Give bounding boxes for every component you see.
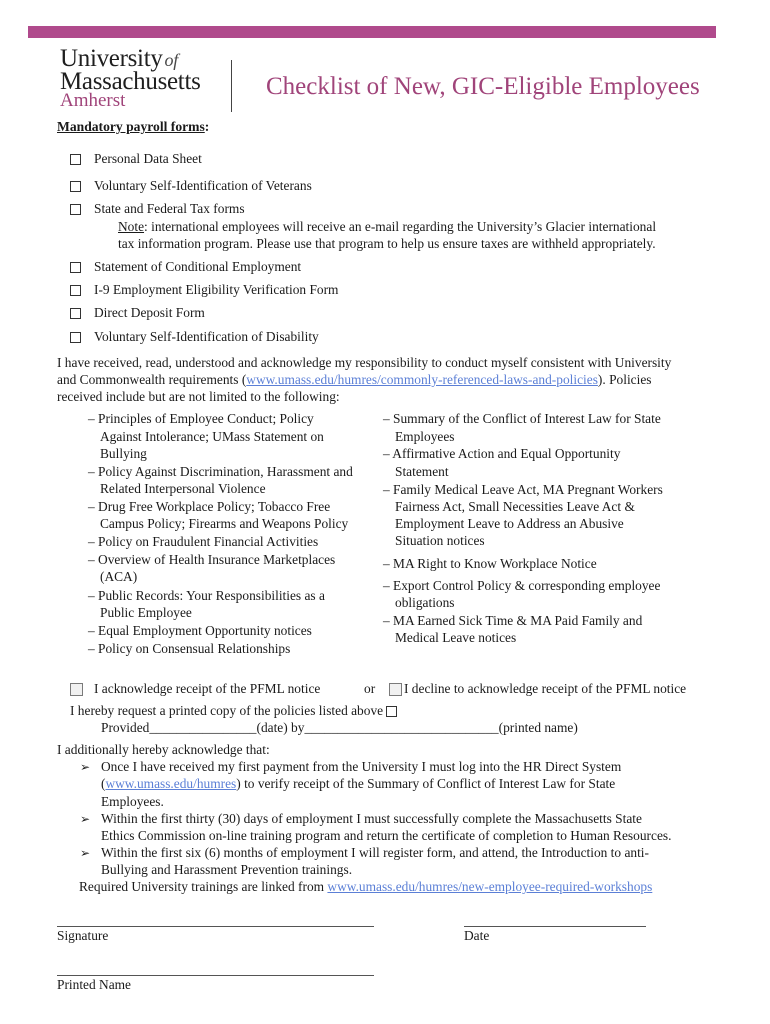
policy-left-item: – Public Records: Your Responsibilities as a: [88, 588, 325, 603]
required-trainings: Required University trainings are linked from www.umass.edu/humres/new-employee-required-workshops: [79, 879, 653, 894]
tax-note: Note: international employees will receive an e-mail regarding the University’s Glacier international: [118, 219, 657, 234]
policy-right-item: – MA Right to Know Workplace Notice: [383, 556, 597, 571]
arrow-bullet-icon: ➢: [80, 760, 91, 774]
pfml-accept-option: [70, 681, 320, 697]
page-title: Checklist of New, GIC-Eligible Employees: [266, 73, 700, 100]
checklist-label: Voluntary Self-Identification of Disability: [94, 329, 319, 344]
checklist-label: Statement of Conditional Employment: [94, 259, 302, 274]
policy-right-item: Statement: [395, 464, 449, 479]
header-accent-bar: [28, 26, 716, 38]
policy-left-item: – Policy on Fraudulent Financial Activities: [88, 534, 319, 549]
logo-divider: [231, 60, 232, 112]
pfml-accept-checkbox[interactable]: [70, 683, 83, 696]
acknowledge-bullet-1: Once I have received my first payment from the University I must log into the HR Direct System: [101, 759, 622, 774]
pfml-or-label: or: [364, 681, 376, 696]
arrow-bullet-icon: ➢: [80, 812, 91, 826]
policy-left-item: (ACA): [100, 569, 138, 584]
acknowledge-paragraph-line3: received include but are not limited to the following:: [57, 389, 340, 404]
acknowledge-bullet-1-line3: Employees.: [101, 794, 164, 809]
policy-left-item: – Policy on Consensual Relationships: [88, 641, 291, 656]
checklist-item: [70, 259, 301, 275]
checklist-label: I-9 Employment Eligibility Verification Form: [94, 282, 339, 297]
checkbox[interactable]: [70, 332, 81, 343]
printed-copy-request: [70, 703, 397, 719]
checkbox[interactable]: [70, 181, 81, 192]
additional-intro: I additionally hereby acknowledge that:: [57, 742, 270, 757]
policy-left-item: – Drug Free Workplace Policy; Tobacco Free: [88, 499, 331, 514]
policy-right-item: Situation notices: [395, 533, 485, 548]
date-field[interactable]: ________________: [149, 720, 257, 735]
policy-left-item: Against Intolerance; UMass Statement on: [100, 429, 324, 444]
checklist-item: [70, 305, 205, 321]
arrow-bullet-icon: ➢: [80, 846, 91, 860]
policy-right-item: Medical Leave notices: [395, 630, 517, 645]
policy-left-item: Public Employee: [100, 605, 192, 620]
policy-left-item: Related Interpersonal Violence: [100, 481, 266, 496]
checkbox[interactable]: [70, 308, 81, 319]
acknowledge-bullet-3-line2: Bullying and Harassment Prevention trainings.: [101, 862, 353, 877]
pfml-decline-label: I decline to acknowledge receipt of the PFML notice: [404, 681, 687, 696]
policy-left-item: – Equal Employment Opportunity notices: [88, 623, 312, 638]
logo-amherst: Amherst: [60, 90, 126, 111]
date-signature-field[interactable]: [464, 926, 646, 927]
policy-left-item: – Principles of Employee Conduct; Policy: [88, 411, 314, 426]
logo-of: of: [164, 50, 178, 70]
date-label: Date: [464, 928, 490, 943]
checklist-label: State and Federal Tax forms: [94, 201, 245, 216]
printed-copy-label: I hereby request a printed copy of the policies listed above: [70, 703, 384, 718]
acknowledge-bullet-3: Within the first six (6) months of employment I will register form, and attend, the Introduction to anti-: [101, 845, 649, 860]
printed-name-signature-field[interactable]: [57, 975, 374, 976]
policy-left-item: – Overview of Health Insurance Marketplaces: [88, 552, 336, 567]
acknowledge-paragraph: I have received, read, understood and acknowledge my responsibility to conduct myself consistent with University: [57, 355, 672, 370]
printed-copy-checkbox[interactable]: [386, 706, 397, 717]
logo-university: University of: [60, 45, 178, 72]
policy-right-item: – Family Medical Leave Act, MA Pregnant Workers: [383, 482, 663, 497]
pfml-decline-option: [389, 681, 686, 697]
policy-left-item: Bullying: [100, 446, 147, 461]
policy-left-item: Campus Policy; Firearms and Weapons Policy: [100, 516, 349, 531]
mandatory-heading: Mandatory payroll forms:: [57, 119, 210, 134]
checklist-label: Voluntary Self-Identification of Veterans: [94, 178, 312, 193]
checkbox[interactable]: [70, 154, 81, 165]
acknowledge-bullet-2: Within the first thirty (30) days of employment I must successfully complete the Massachusetts State: [101, 811, 642, 826]
logo-massachusetts: Massachusetts: [60, 68, 201, 95]
pfml-decline-checkbox[interactable]: [389, 683, 402, 696]
checklist-label: Direct Deposit Form: [94, 305, 205, 320]
policy-right-item: – MA Earned Sick Time & MA Paid Family and: [383, 613, 643, 628]
policy-left-item: – Policy Against Discrimination, Harassment and: [88, 464, 353, 479]
policy-right-item: Employees: [395, 429, 455, 444]
printed-name-field[interactable]: _____________________________: [304, 720, 499, 735]
checkbox[interactable]: [70, 262, 81, 273]
signature-label: Signature: [57, 928, 109, 943]
policy-right-item: Employment Leave to Address an Abusive: [395, 516, 624, 531]
policies-link[interactable]: www.umass.edu/humres/commonly-referenced-laws-and-policies: [246, 372, 598, 387]
policy-right-item: Fairness Act, Small Necessities Leave Act &: [395, 499, 635, 514]
trainings-link[interactable]: www.umass.edu/humres/new-employee-required-workshops: [327, 879, 653, 894]
checklist-item: [70, 282, 338, 298]
printed-name-label: Printed Name: [57, 977, 132, 992]
printed-copy-provided: Provided________________(date) by_____________________________(printed name): [101, 720, 578, 735]
policy-right-item: obligations: [395, 595, 455, 610]
acknowledge-bullet-2-line2: Ethics Commission on-line training program and return the certificate of completion to Human Resources.: [101, 828, 672, 843]
acknowledge-bullet-1-line2: (www.umass.edu/humres) to verify receipt of the Summary of Conflict of Interest Law for State: [101, 776, 616, 791]
checkbox[interactable]: [70, 285, 81, 296]
tax-note-continued: tax information program. Please use that program to help us ensure taxes are withheld appropriately.: [118, 236, 656, 251]
checklist-item: [70, 151, 202, 167]
policy-right-item: – Export Control Policy & corresponding employee: [383, 578, 661, 593]
checklist-item: [70, 201, 245, 217]
acknowledge-paragraph-line2: and Commonwealth requirements (www.umass.edu/humres/commonly-referenced-laws-and-policies). Policies: [57, 372, 652, 387]
policy-right-item: – Summary of the Conflict of Interest Law for State: [383, 411, 661, 426]
checkbox[interactable]: [70, 204, 81, 215]
policy-right-item: – Affirmative Action and Equal Opportunity: [383, 446, 621, 461]
pfml-accept-label: I acknowledge receipt of the PFML notice: [94, 681, 321, 696]
checklist-label: Personal Data Sheet: [94, 151, 202, 166]
humres-link[interactable]: www.umass.edu/humres: [105, 776, 237, 791]
checklist-item: [70, 329, 319, 345]
checklist-item: [70, 178, 312, 194]
signature-field[interactable]: [57, 926, 374, 927]
